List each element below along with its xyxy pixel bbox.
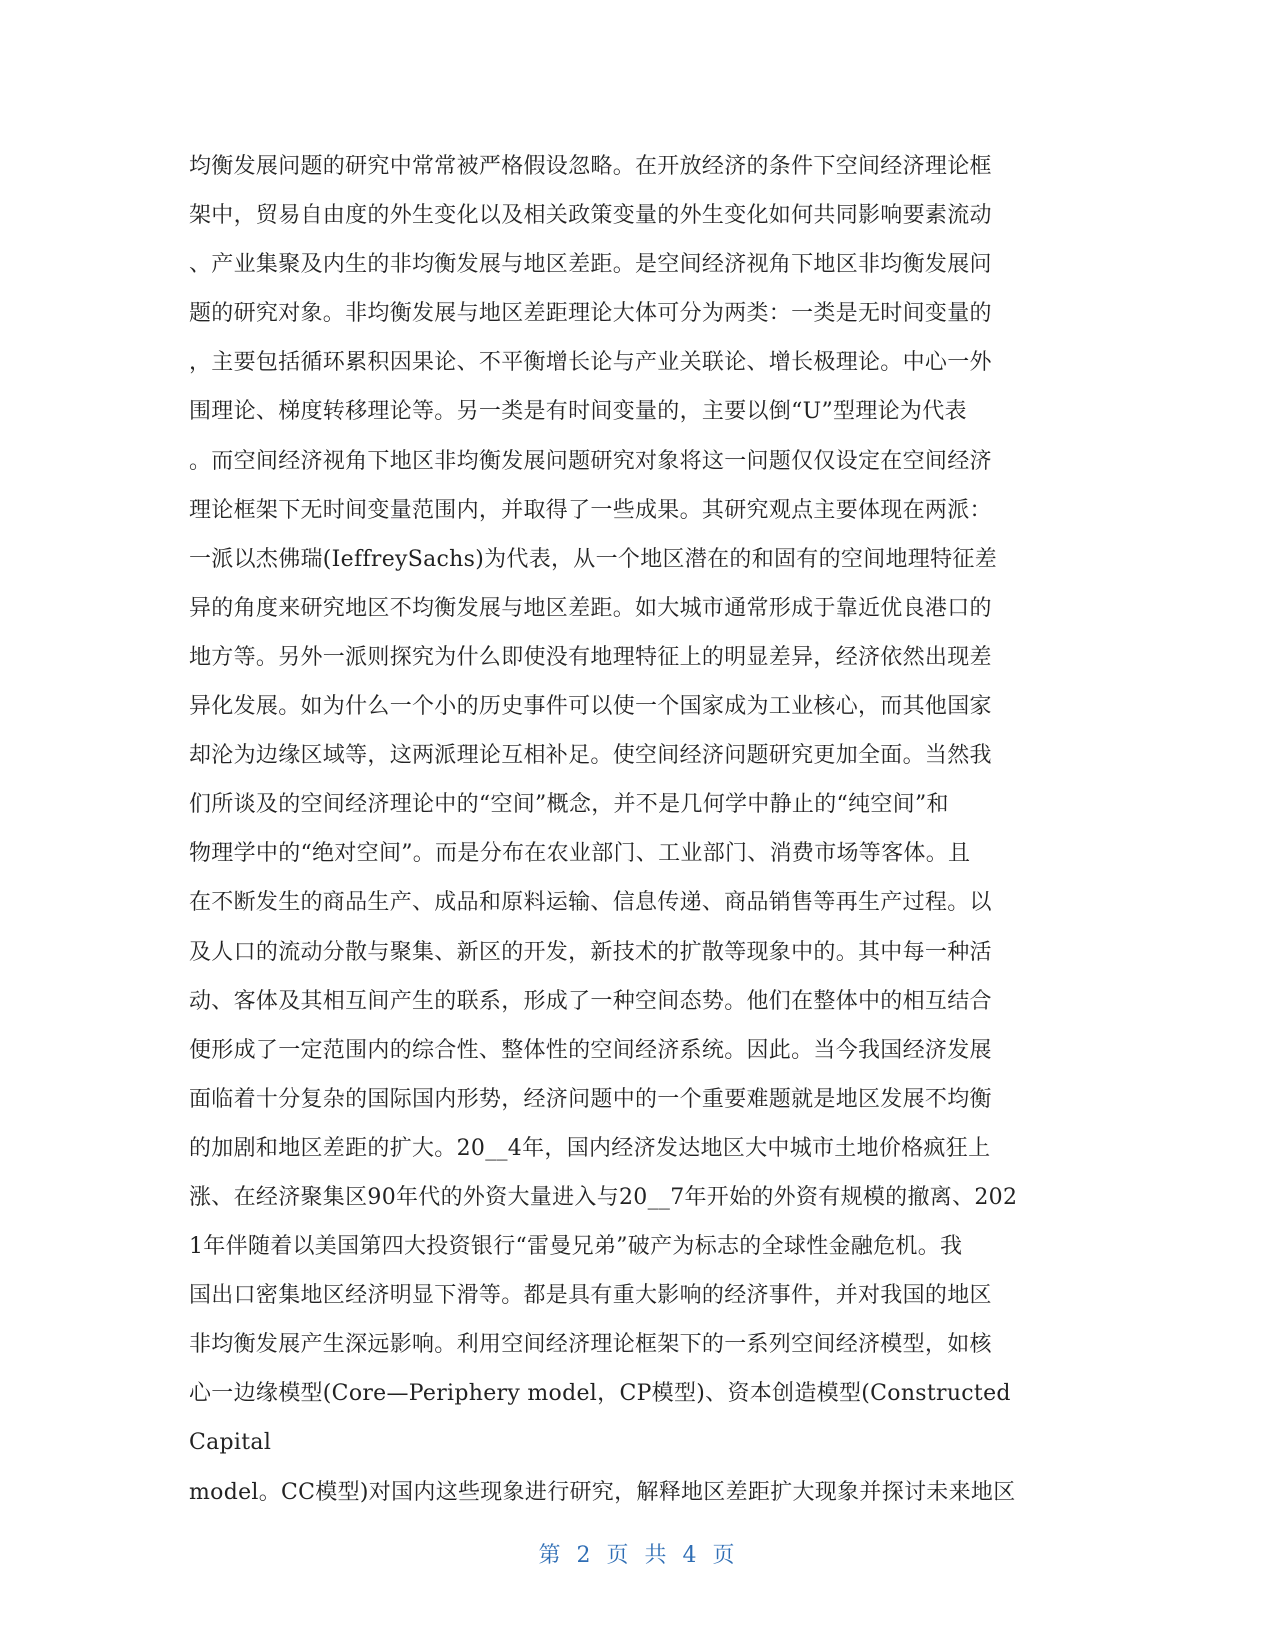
text-line: 的加剧和地区差距的扩大。20__4年，国内经济发达地区大中城市土地价格疯狂上 <box>189 1135 991 1161</box>
page-footer <box>0 1538 1275 1569</box>
text-line: 围理论、梯度转移理论等。另一类是有时间变量的，主要以倒“U”型理论为代表 <box>189 399 967 425</box>
text-line: 及人口的流动分散与聚集、新区的开发，新技术的扩散等现象中的。其中每一种活 <box>189 939 992 965</box>
text-line: 一派以杰佛瑞(IeffreySachs)为代表，从一个地区潜在的和固有的空间地理特征差 <box>189 546 997 572</box>
footer-total-word: 共 <box>644 1543 669 1568</box>
text-line: 面临着十分复杂的国际国内形势，经济问题中的一个重要难题就是地区发展不均衡 <box>189 1086 992 1112</box>
text-line: 异化发展。如为什么一个小的历史事件可以使一个国家成为工业核心，而其他国家 <box>189 694 992 720</box>
text-line: 在不断发生的商品生产、成品和原料运输、信息传递、商品销售等再生产过程。以 <box>189 890 992 916</box>
text-line: 1年伴随着以美国第四大投资银行“雷曼兄弟”破产为标志的全球性金融危机。我 <box>189 1234 963 1260</box>
text-line: 题的研究对象。非均衡发展与地区差距理论大体可分为两类：一类是无时间变量的 <box>189 301 992 327</box>
text-line: 。而空间经济视角下地区非均衡发展问题研究对象将这一问题仅仅设定在空间经济 <box>189 448 992 474</box>
text-line: 均衡发展问题的研究中常常被严格假设忽略。在开放经济的条件下空间经济理论框 <box>189 154 992 179</box>
text-line: 架中，贸易自由度的外生变化以及相关政策变量的外生变化如何共同影响要素流动 <box>189 203 992 229</box>
text-line: 地方等。另外一派则探究为什么即使没有地理特征上的明显差异，经济依然出现差 <box>189 644 992 670</box>
text-line: 理论框架下无时间变量范围内，并取得了一些成果。其研究观点主要体现在两派： <box>189 497 992 523</box>
text-line: 异的角度来研究地区不均衡发展与地区差距。如大城市通常形成于靠近优良港口的 <box>189 595 992 621</box>
current-page-number: 2 <box>576 1543 593 1568</box>
text-line: ，主要包括循环累积因果论、不平衡增长论与产业关联论、增长极理论。中心一外 <box>189 350 992 376</box>
body-text <box>189 142 1089 1517</box>
text-line: 心一边缘模型(Core—Periphery model，CP模型)、资本创造模型(Constructed <box>189 1381 1011 1407</box>
text-line: 动、客体及其相互间产生的联系，形成了一种空间态势。他们在整体中的相互结合 <box>189 988 992 1014</box>
text-line: 国出口密集地区经济明显下滑等。都是具有重大影响的经济事件，并对我国的地区 <box>189 1283 992 1309</box>
text-line: 却沦为边缘区域等，这两派理论互相补足。使空间经济问题研究更加全面。当然我 <box>189 743 992 769</box>
text-line: 涨、在经济聚集区90年代的外资大量进入与20__7年开始的外资有规模的撤离、202 <box>189 1184 1018 1210</box>
text-line: 便形成了一定范围内的综合性、整体性的空间经济系统。因此。当今我国经济发展 <box>189 1037 992 1063</box>
text-line: 们所谈及的空间经济理论中的“空间”概念，并不是几何学中静止的“纯空间”和 <box>189 792 949 818</box>
footer-suffix: 页 <box>712 1543 737 1568</box>
text-line: Capital <box>189 1430 272 1456</box>
footer-prefix: 第 <box>538 1543 563 1568</box>
text-line: model。CC模型)对国内这些现象进行研究，解释地区差距扩大现象并探讨未来地区 <box>189 1479 1016 1505</box>
text-line: 物理学中的“绝对空间”。而是分布在农业部门、工业部门、消费市场等客体。且 <box>189 841 971 867</box>
footer-page-word: 页 <box>606 1543 631 1568</box>
text-line: 、产业集聚及内生的非均衡发展与地区差距。是空间经济视角下地区非均衡发展问 <box>189 252 992 278</box>
text-line: 非均衡发展产生深远影响。利用空间经济理论框架下的一系列空间经济模型，如核 <box>189 1332 992 1358</box>
total-page-count: 4 <box>682 1543 699 1568</box>
